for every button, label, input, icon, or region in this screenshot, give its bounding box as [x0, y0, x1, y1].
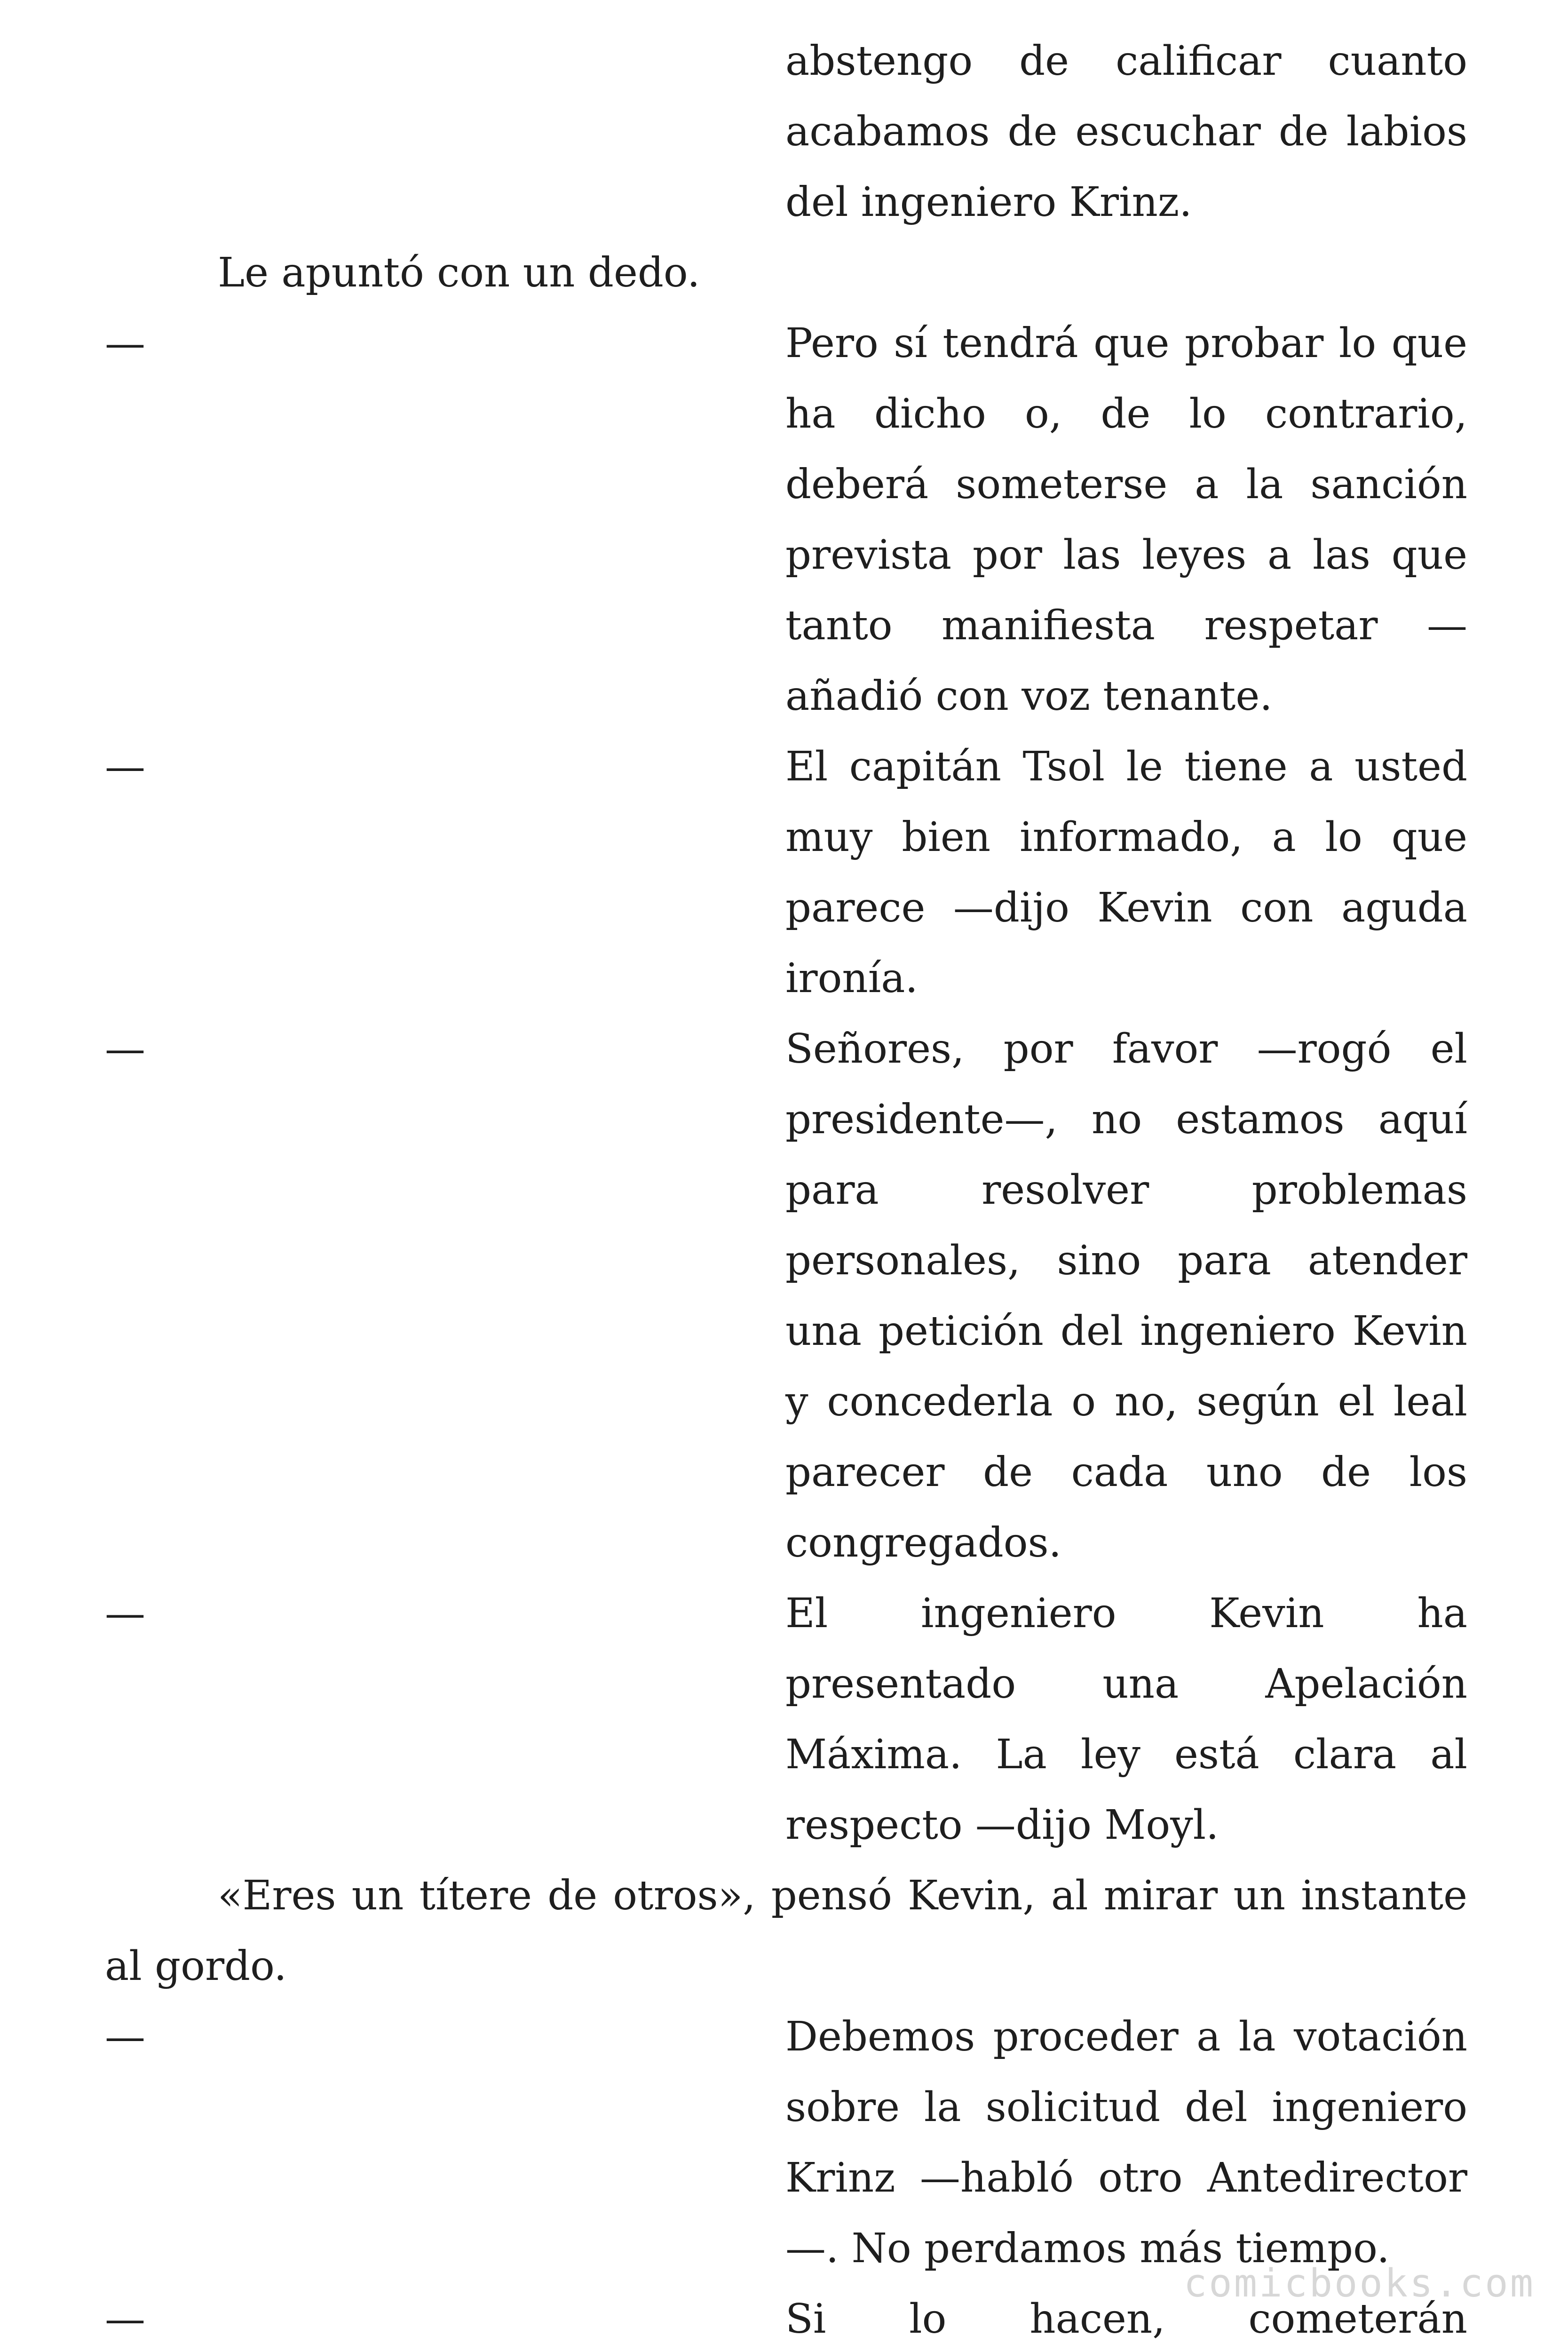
dialogue-line	[105, 2002, 1467, 2284]
dialogue-line	[105, 1014, 1467, 1578]
watermark: comicbooks.com	[1183, 2261, 1535, 2306]
dialogue-text: Pero sí tendrá que probar lo que ha dicho o, de lo contrario, deberá someterse a la sanción prevista por las leyes a las que tanto manifiesta respetar —añadió con voz tenante.	[785, 320, 1467, 720]
em-dash: —	[105, 743, 145, 790]
dialogue-text: Si lo hacen, cometerán	[785, 2296, 1467, 2343]
em-dash: —	[105, 1025, 145, 1073]
dialogue-text: El capitán Tsol le tiene a usted muy bien informado, a lo que parece —dijo Kevin con aguda ironía.	[785, 743, 1467, 1002]
narration-paragraph: Le apuntó con un dedo.	[218, 249, 700, 296]
em-dash: —	[105, 2296, 145, 2343]
dialogue-line	[105, 1578, 1467, 1860]
narration-paragraph: «Eres un títere de otros», pensó Kevin, al mirar un instante al gordo.	[105, 1872, 1467, 1990]
em-dash: —	[105, 2013, 145, 2060]
em-dash: —	[105, 1590, 145, 1637]
continued-dialogue	[105, 26, 1467, 238]
dialogue-text: Debemos proceder a la votación sobre la solicitud del ingeniero Krinz —habló otro Antedirector—. No perdamos más tiempo.	[785, 2013, 1467, 2272]
dialogue-text: El ingeniero Kevin ha presentado una Apelación Máxima. La ley está clara al respecto —dijo Moyl.	[785, 1590, 1467, 1849]
dialogue-line	[105, 731, 1467, 1014]
dialogue-text: abstengo de calificar cuanto acabamos de escuchar de labios del ingeniero Krinz.	[785, 38, 1467, 226]
em-dash: —	[105, 320, 145, 367]
dialogue-line	[105, 308, 1467, 731]
dialogue-text: Señores, por favor —rogó el presidente—, no estamos aquí para resolver problemas personales, sino para atender una petición del ingeniero Kevin y concederla o no, según el leal parecer de cada uno de los congregados.	[785, 1025, 1467, 1566]
page-body-text	[105, 26, 1467, 2352]
